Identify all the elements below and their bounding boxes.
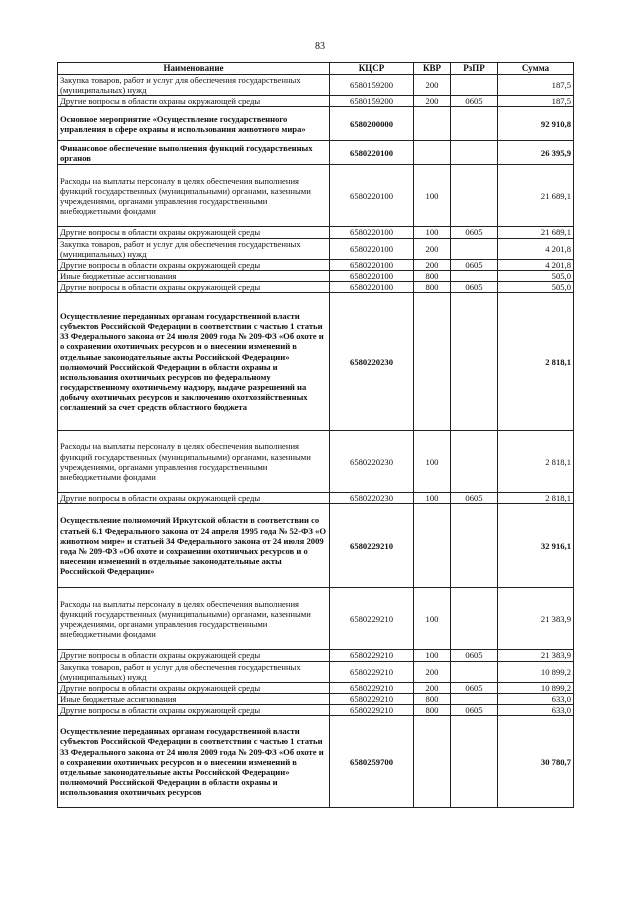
- table-row: [58, 504, 574, 588]
- row-name-cell: Осуществление переданных органам государственной власти субъектов Российской Федерации в соответствии с частью 1 статьи 33 Федерального закона от 24 июля 2009 года № 209-ФЗ «Об охоте и о сохранении охотничьих ресурсов и о внесении изменений в отдельные законодательные акты Российской Федерации» полномочий Российской Федерации в области охраны и использования охотничьих ресурсов: [58, 716, 330, 808]
- row-rzpr-cell: 0605: [451, 650, 498, 661]
- row-kvr-cell: 200: [414, 96, 451, 107]
- row-kvr-cell: 200: [414, 75, 451, 96]
- row-kcsr-cell: 6580159200: [330, 96, 414, 107]
- row-kcsr-cell: 6580200000: [330, 107, 414, 141]
- row-rzpr-cell: [451, 661, 498, 682]
- row-name-cell: Другие вопросы в области охраны окружающей среды: [58, 227, 330, 238]
- row-name-cell: Другие вопросы в области охраны окружающей среды: [58, 705, 330, 716]
- row-kvr-cell: 100: [414, 165, 451, 227]
- row-sum-cell: 10 899,2: [498, 682, 574, 693]
- row-sum-cell: 505,0: [498, 282, 574, 293]
- row-kvr-cell: 800: [414, 705, 451, 716]
- table-row: [58, 270, 574, 281]
- row-sum-cell: 187,5: [498, 75, 574, 96]
- table-row: [58, 431, 574, 493]
- row-rzpr-cell: [451, 165, 498, 227]
- table-row: [58, 259, 574, 270]
- row-kvr-cell: 800: [414, 282, 451, 293]
- table-row: [58, 227, 574, 238]
- row-sum-cell: 26 395,9: [498, 141, 574, 165]
- row-name-cell: Закупка товаров, работ и услуг для обеспечения государственных (муниципальных) нужд: [58, 238, 330, 259]
- row-sum-cell: 21 383,9: [498, 588, 574, 650]
- row-kvr-cell: 200: [414, 661, 451, 682]
- row-kcsr-cell: 6580259700: [330, 716, 414, 808]
- row-kcsr-cell: 6580229210: [330, 588, 414, 650]
- row-kvr-cell: 100: [414, 650, 451, 661]
- table-row: [58, 165, 574, 227]
- row-kcsr-cell: 6580220100: [330, 238, 414, 259]
- row-sum-cell: 92 910,8: [498, 107, 574, 141]
- row-name-cell: Осуществление полномочий Иркутской области в соответствии со статьей 6.1 Федерального закона от 24 апреля 1995 года № 52-ФЗ «О животном мире» и статьей 34 Федерального закона от 24 июля 2009 года № 209-ФЗ «Об охоте и сохранении охотничьих ресурсов и о внесении изменений в отдельные законодательные акты Российской Федерации»: [58, 504, 330, 588]
- row-name-cell: Иные бюджетные ассигнования: [58, 693, 330, 704]
- row-kvr-cell: 100: [414, 227, 451, 238]
- column-header-sum: Сумма: [498, 63, 574, 75]
- row-kcsr-cell: 6580229210: [330, 705, 414, 716]
- column-header-kvr: КВР: [414, 63, 451, 75]
- row-kcsr-cell: 6580220100: [330, 141, 414, 165]
- table-row: [58, 682, 574, 693]
- table-row: [58, 650, 574, 661]
- row-kcsr-cell: 6580229210: [330, 693, 414, 704]
- row-rzpr-cell: 0605: [451, 493, 498, 504]
- table-row: [58, 238, 574, 259]
- row-kcsr-cell: 6580159200: [330, 75, 414, 96]
- page-number: 83: [315, 41, 325, 52]
- row-rzpr-cell: [451, 716, 498, 808]
- table-header-row: [58, 63, 574, 75]
- row-sum-cell: 187,5: [498, 96, 574, 107]
- row-name-cell: Другие вопросы в области охраны окружающей среды: [58, 282, 330, 293]
- column-header-kcsr: КЦСР: [330, 63, 414, 75]
- row-kvr-cell: [414, 504, 451, 588]
- row-rzpr-cell: 0605: [451, 682, 498, 693]
- row-name-cell: Другие вопросы в области охраны окружающей среды: [58, 682, 330, 693]
- row-kvr-cell: [414, 293, 451, 431]
- table-row: [58, 588, 574, 650]
- table-row: [58, 107, 574, 141]
- row-kcsr-cell: 6580229210: [330, 661, 414, 682]
- row-name-cell: Другие вопросы в области охраны окружающей среды: [58, 259, 330, 270]
- row-name-cell: Закупка товаров, работ и услуг для обеспечения государственных (муниципальных) нужд: [58, 661, 330, 682]
- row-sum-cell: 2 818,1: [498, 493, 574, 504]
- row-kcsr-cell: 6580220100: [330, 259, 414, 270]
- row-rzpr-cell: [451, 270, 498, 281]
- row-rzpr-cell: [451, 141, 498, 165]
- row-kvr-cell: 100: [414, 493, 451, 504]
- table-row: [58, 293, 574, 431]
- row-rzpr-cell: 0605: [451, 282, 498, 293]
- row-rzpr-cell: 0605: [451, 227, 498, 238]
- row-kvr-cell: 200: [414, 682, 451, 693]
- table-row: [58, 493, 574, 504]
- row-kcsr-cell: 6580229210: [330, 504, 414, 588]
- row-sum-cell: 21 383,9: [498, 650, 574, 661]
- row-name-cell: Финансовое обеспечение выполнения функций государственных органов: [58, 141, 330, 165]
- table-row: [58, 141, 574, 165]
- row-kvr-cell: [414, 141, 451, 165]
- table-row: [58, 705, 574, 716]
- row-name-cell: Расходы на выплаты персоналу в целях обеспечения выполнения функций государственных (муниципальными) органами, казенными учреждениями, органами управления государственными внебюджетными фондами: [58, 165, 330, 227]
- row-rzpr-cell: 0605: [451, 259, 498, 270]
- row-name-cell: Другие вопросы в области охраны окружающей среды: [58, 96, 330, 107]
- row-rzpr-cell: 0605: [451, 705, 498, 716]
- row-name-cell: Другие вопросы в области охраны окружающей среды: [58, 650, 330, 661]
- row-kvr-cell: 200: [414, 259, 451, 270]
- row-rzpr-cell: [451, 431, 498, 493]
- row-kvr-cell: 100: [414, 588, 451, 650]
- row-kcsr-cell: 6580220100: [330, 270, 414, 281]
- row-name-cell: Другие вопросы в области охраны окружающей среды: [58, 493, 330, 504]
- row-kvr-cell: 800: [414, 693, 451, 704]
- table-row: [58, 75, 574, 96]
- row-kcsr-cell: 6580220230: [330, 431, 414, 493]
- row-rzpr-cell: [451, 293, 498, 431]
- row-name-cell: Иные бюджетные ассигнования: [58, 270, 330, 281]
- row-kcsr-cell: 6580220100: [330, 227, 414, 238]
- row-sum-cell: 2 818,1: [498, 293, 574, 431]
- table-row: [58, 693, 574, 704]
- row-kcsr-cell: 6580220230: [330, 293, 414, 431]
- row-sum-cell: 633,0: [498, 693, 574, 704]
- row-sum-cell: 4 201,8: [498, 238, 574, 259]
- row-rzpr-cell: [451, 588, 498, 650]
- row-sum-cell: 21 689,1: [498, 165, 574, 227]
- row-sum-cell: 32 916,1: [498, 504, 574, 588]
- table-body: [58, 75, 574, 808]
- row-kvr-cell: 800: [414, 270, 451, 281]
- table-row: [58, 716, 574, 808]
- table-row: [58, 96, 574, 107]
- table-row: [58, 661, 574, 682]
- row-kcsr-cell: 6580220100: [330, 282, 414, 293]
- column-header-name: Наименование: [58, 63, 330, 75]
- row-kcsr-cell: 6580229210: [330, 650, 414, 661]
- table-row: [58, 282, 574, 293]
- row-rzpr-cell: [451, 693, 498, 704]
- row-sum-cell: 2 818,1: [498, 431, 574, 493]
- row-sum-cell: 505,0: [498, 270, 574, 281]
- row-name-cell: Закупка товаров, работ и услуг для обеспечения государственных (муниципальных) нужд: [58, 75, 330, 96]
- column-header-rzpr: РзПР: [451, 63, 498, 75]
- row-sum-cell: 10 899,2: [498, 661, 574, 682]
- row-sum-cell: 30 780,7: [498, 716, 574, 808]
- row-rzpr-cell: [451, 107, 498, 141]
- row-kvr-cell: [414, 716, 451, 808]
- row-name-cell: Расходы на выплаты персоналу в целях обеспечения выполнения функций государственных (муниципальными) органами, казенными учреждениями, органами управления государственными внебюджетными фондами: [58, 588, 330, 650]
- row-rzpr-cell: 0605: [451, 96, 498, 107]
- row-name-cell: Основное мероприятие «Осуществление государственного управления в сфере охраны и использования животного мира»: [58, 107, 330, 141]
- row-kvr-cell: 100: [414, 431, 451, 493]
- row-kcsr-cell: 6580220230: [330, 493, 414, 504]
- row-rzpr-cell: [451, 238, 498, 259]
- row-name-cell: Осуществление переданных органам государственной власти субъектов Российской Федерации в соответствии с частью 1 статьи 33 Федерального закона от 24 июля 2009 года № 209-ФЗ «Об охоте и о сохранении охотничьих ресурсов и о внесении изменений в отдельные законодательные акты Российской Федерации» полномочий Российской Федерации в области охраны и использования охотничьих ресурсов по федеральному государственному охотничьему надзору, выдаче разрешений на добычу охотничьих ресурсов и заключению охотхозяйственных соглашений за счет средств областного бюджета: [58, 293, 330, 431]
- row-kcsr-cell: 6580220100: [330, 165, 414, 227]
- row-name-cell: Расходы на выплаты персоналу в целях обеспечения выполнения функций государственных (муниципальными) органами, казенными учреждениями, органами управления государственными внебюджетными фондами: [58, 431, 330, 493]
- row-kcsr-cell: 6580229210: [330, 682, 414, 693]
- budget-table: [57, 62, 574, 808]
- row-kvr-cell: [414, 107, 451, 141]
- row-sum-cell: 4 201,8: [498, 259, 574, 270]
- row-kvr-cell: 200: [414, 238, 451, 259]
- row-sum-cell: 21 689,1: [498, 227, 574, 238]
- row-sum-cell: 633,0: [498, 705, 574, 716]
- row-rzpr-cell: [451, 504, 498, 588]
- row-rzpr-cell: [451, 75, 498, 96]
